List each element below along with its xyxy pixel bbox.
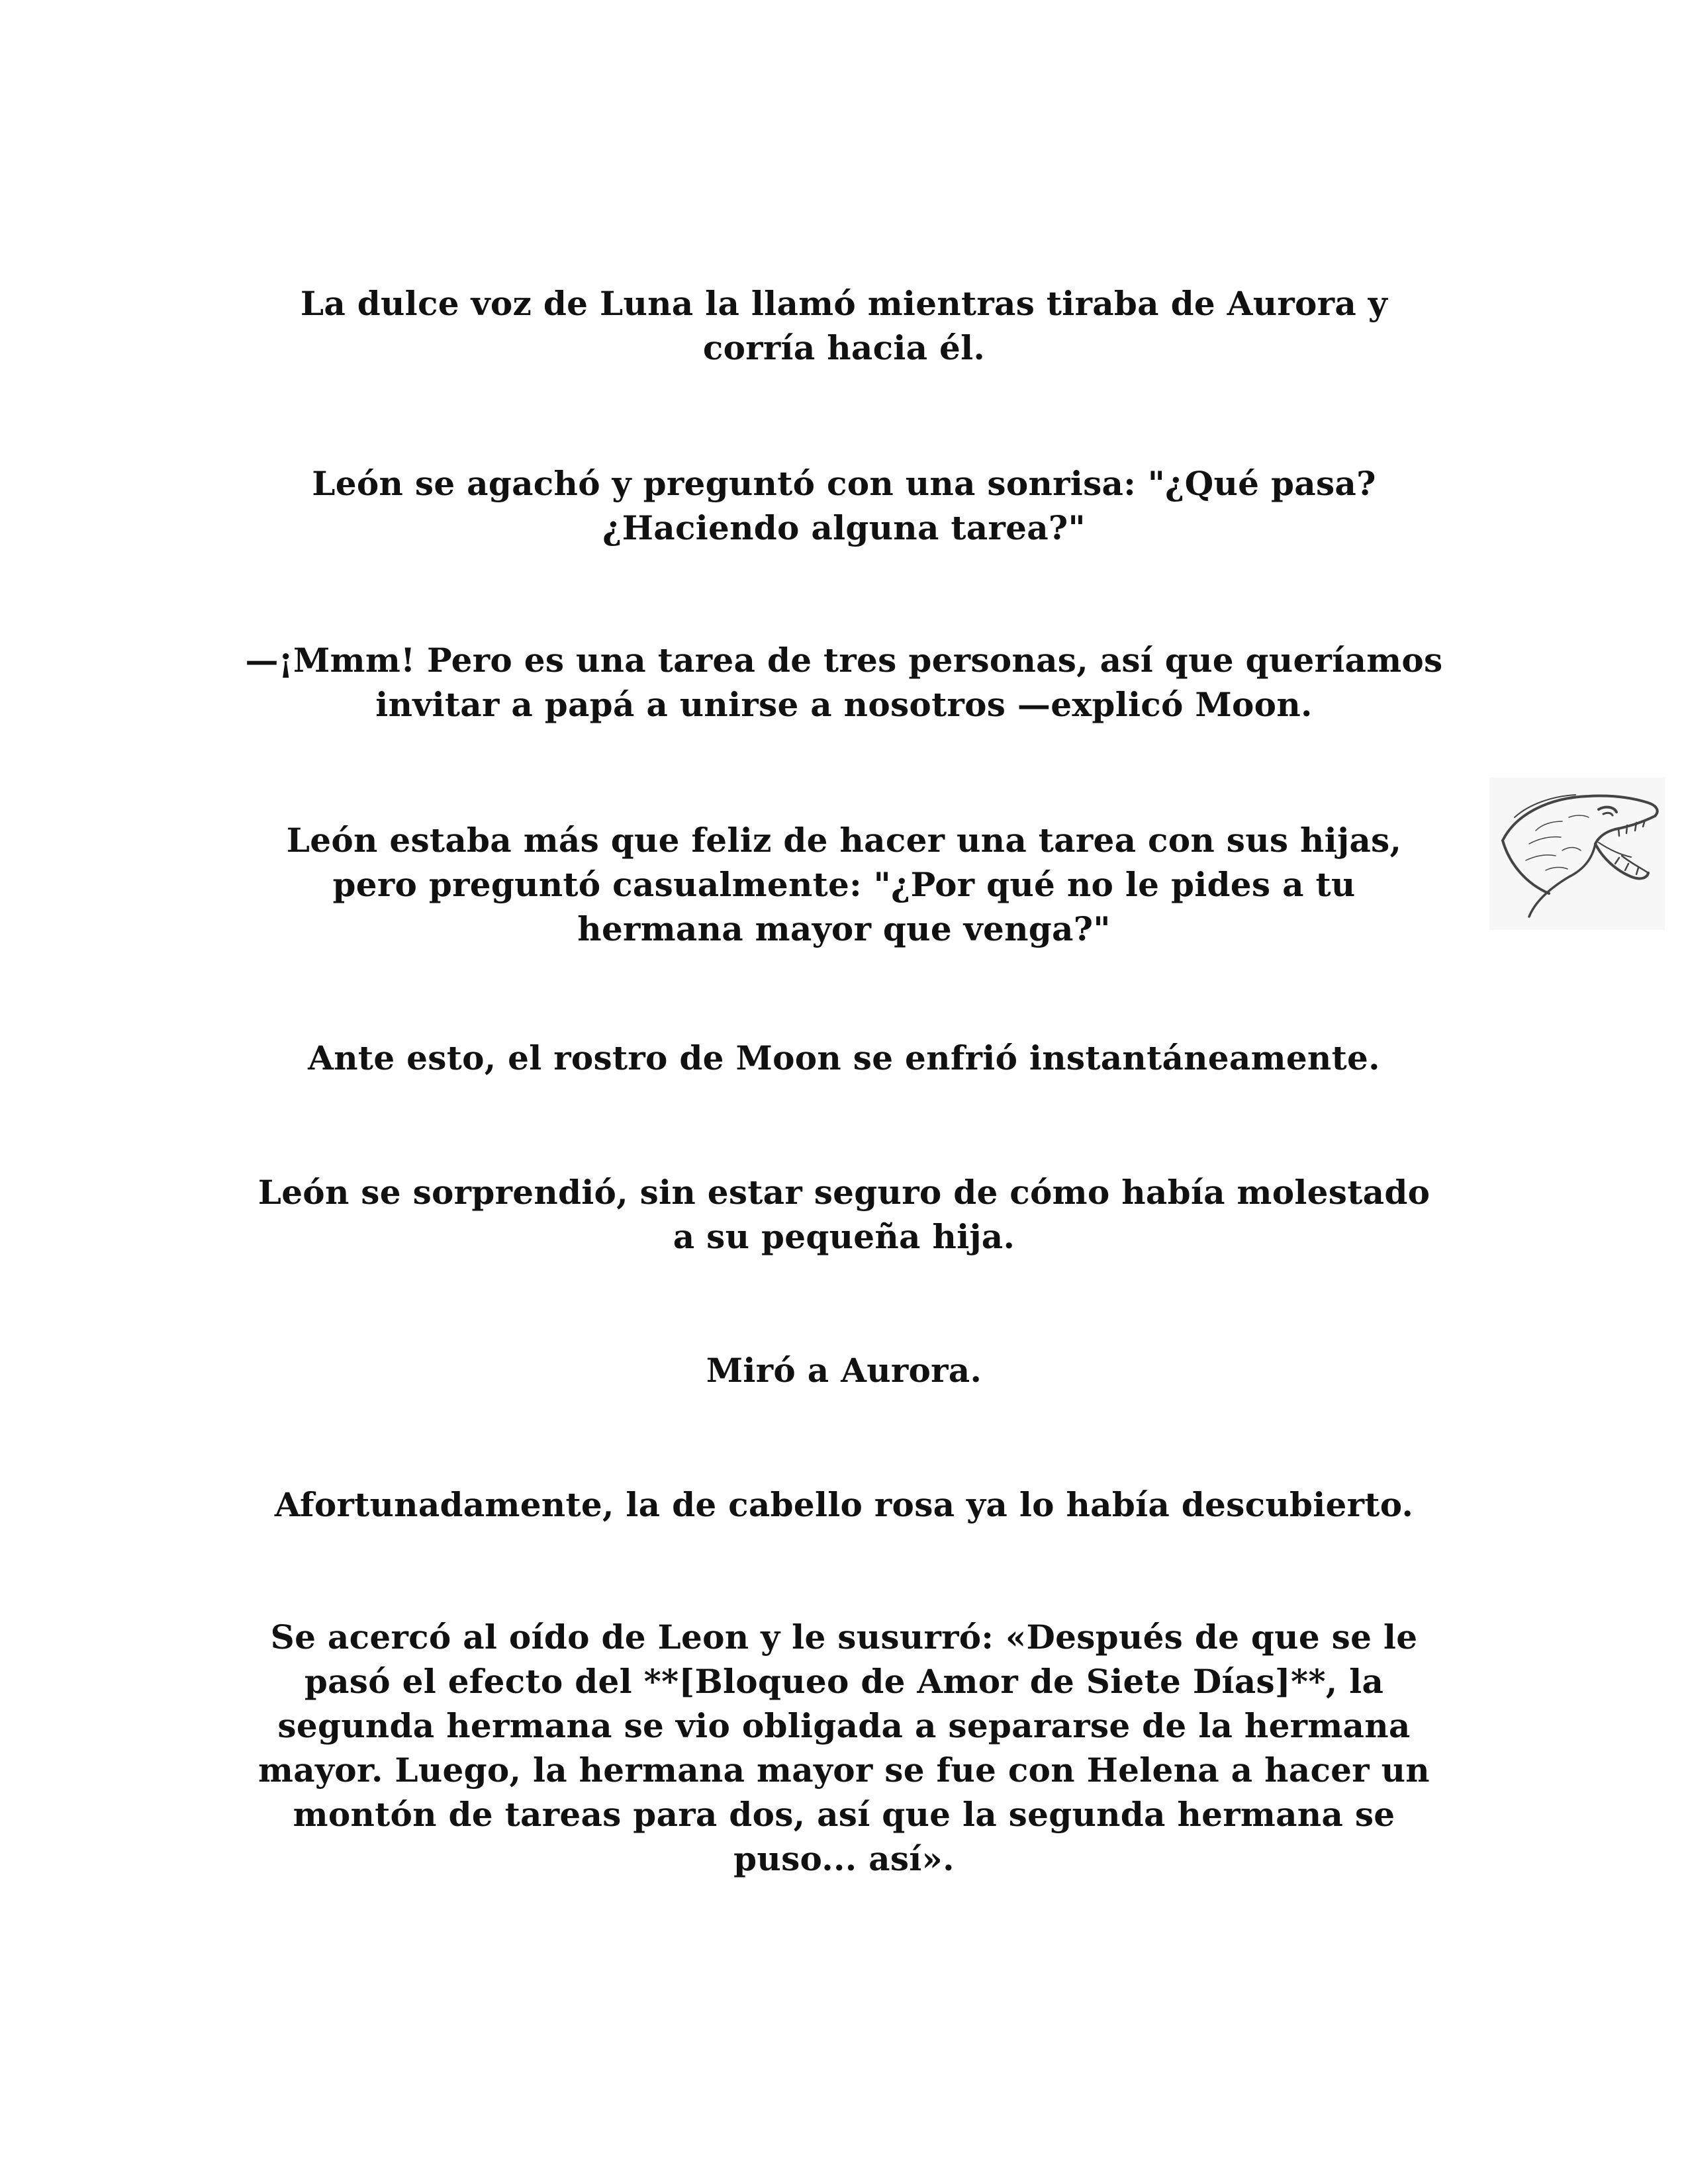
paragraph-4: León estaba más que feliz de hacer una tarea con sus hijas, pero preguntó casualmente: "¿Por qué no le pides a tu hermana mayor que venga?" [286,821,1402,948]
paragraph-8: Afortunadamente, la de cabello rosa ya lo había descubierto. [274,1485,1414,1524]
paragraph-2: León se agachó y preguntó con una sonrisa: "¿Qué pasa? ¿Haciendo alguna tarea?" [312,464,1376,547]
paragraph-5: Ante esto, el rostro de Moon se enfrió instantáneamente. [308,1038,1380,1077]
paragraph-3: —¡Mmm! Pero es una tarea de tres personas, así que queríamos invitar a papá a unirse a nosotros —explicó Moon. [245,641,1443,724]
paragraph-6: León se sorprendió, sin estar seguro de cómo había molestado a su pequeña hija. [258,1173,1430,1256]
paragraph-1: La dulce voz de Luna la llamó mientras tiraba de Aurora y corría hacia él. [300,284,1388,367]
dinosaur-sketch-icon [1489,778,1665,930]
paragraph-9: Se acercó al oído de Leon y le susurró: «Después de que se le pasó el efecto del **[Bloqueo de Amor de Siete Días]**, la segunda hermana se vio obligada a separarse de la hermana mayor. Luego, la hermana mayor se fue con Helena a hacer un montón de tareas para dos, así que la segunda hermana se puso... así». [258,1617,1430,1878]
paragraph-7: Miró a Aurora. [706,1351,982,1390]
